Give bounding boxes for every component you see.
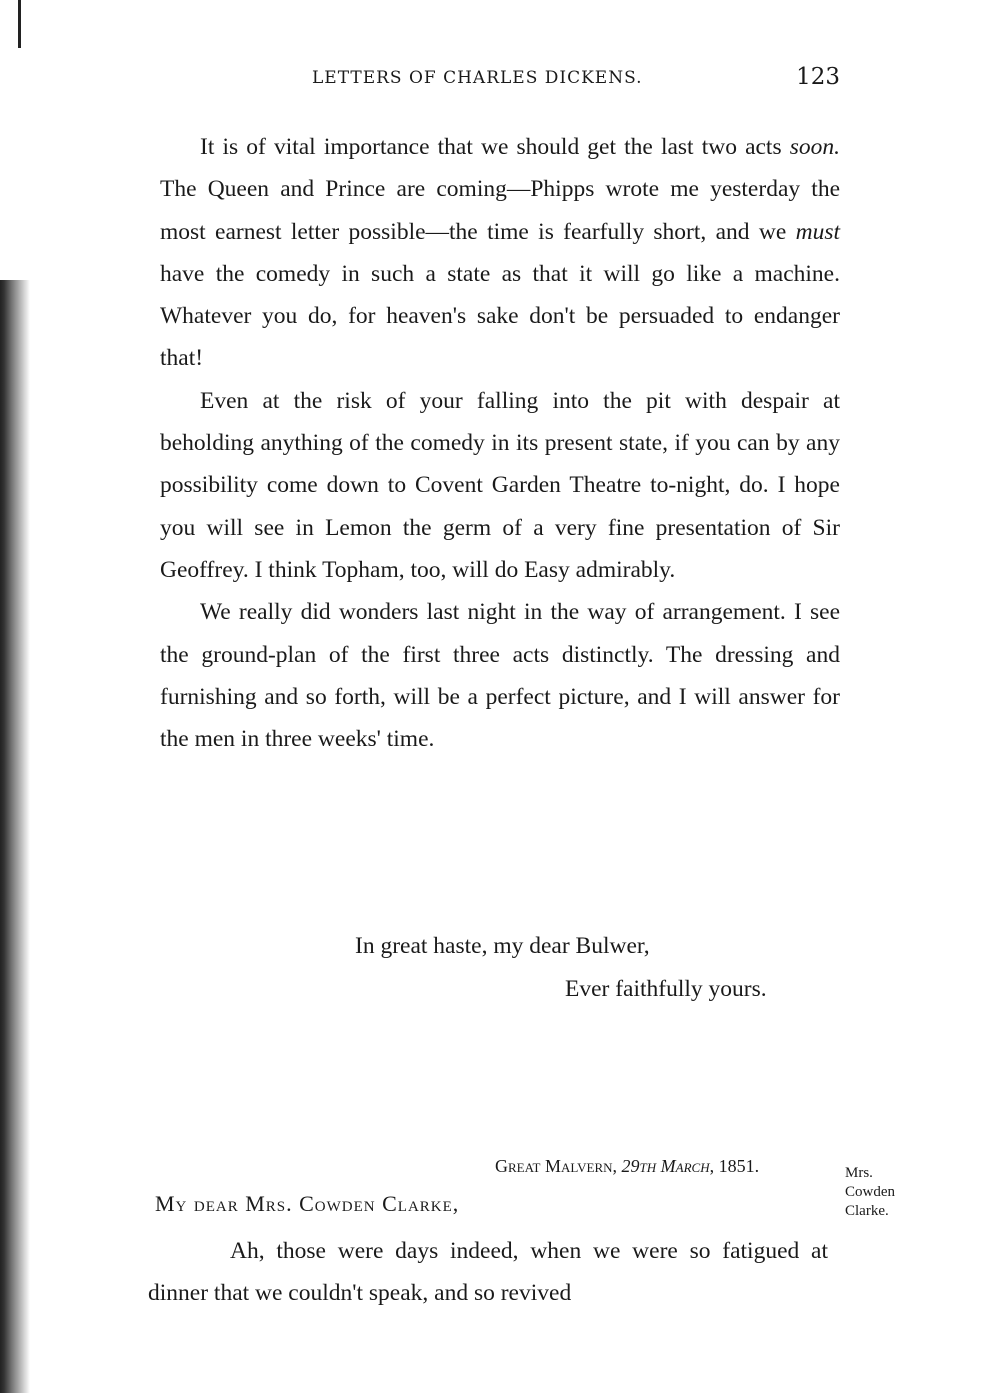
margin-note-line: Clarke. <box>845 1203 889 1219</box>
letter-closing: In great haste, my dear Bulwer, <box>355 933 650 959</box>
page-edge-mark <box>18 0 21 48</box>
letter-signature: Ever faithfully yours. <box>565 976 767 1002</box>
dateline-day: 29th March <box>621 1156 710 1176</box>
margin-note <box>845 1164 925 1221</box>
paragraph: We really did wonders last night in the way of arrangement. I see the ground-plan of the first three acts distinctly. The dressing and furnishing and so forth, will be a perfect picture, and I will answer for the men in three weeks' time. <box>160 599 840 753</box>
dateline-place: Great Malvern, <box>495 1156 622 1176</box>
margin-note-line: Cowden <box>845 1184 895 1200</box>
paragraph: Even at the risk of your falling into the pit with despair at beholding anything of the comedy in its present state, if you can by any possibility come down to Covent Garden Theatre to-night, do. I hope you will see in Lemon the germ of a very fine presentation of Sir Geoffrey. I think Topham, too, will do Easy admirably. <box>160 387 840 583</box>
italic-text: soon. <box>789 134 840 160</box>
paragraph <box>160 126 840 380</box>
text-run: It is of vital importance that we should get the last two acts <box>200 134 790 160</box>
salutation: My dear Mrs. Cowden Clarke, <box>155 1191 460 1216</box>
page-binding-shadow <box>0 280 30 1393</box>
second-letter-body <box>148 1230 828 1314</box>
margin-note-line: Mrs. <box>845 1165 873 1181</box>
dateline-year: , 1851. <box>709 1156 760 1176</box>
italic-text: must <box>795 218 840 245</box>
letter-body <box>160 126 840 760</box>
page-number: 123 <box>796 64 840 90</box>
page-header <box>160 64 840 94</box>
text-run: The Queen and Prince are coming—Phipps wrote me yesterday the most earnest letter possible—the time is fearfully short, and we <box>160 176 840 245</box>
running-head: LETTERS OF CHARLES DICKENS. <box>312 68 643 88</box>
dateline <box>495 1156 759 1177</box>
paragraph: Ah, those were days indeed, when we were so fatigued at dinner that we couldn't speak, and so revived <box>148 1238 828 1306</box>
text-run: have the comedy in such a state as that it will go like a machine. Whatever you do, for heaven's sake don't be persuaded to endanger that! <box>160 260 840 372</box>
